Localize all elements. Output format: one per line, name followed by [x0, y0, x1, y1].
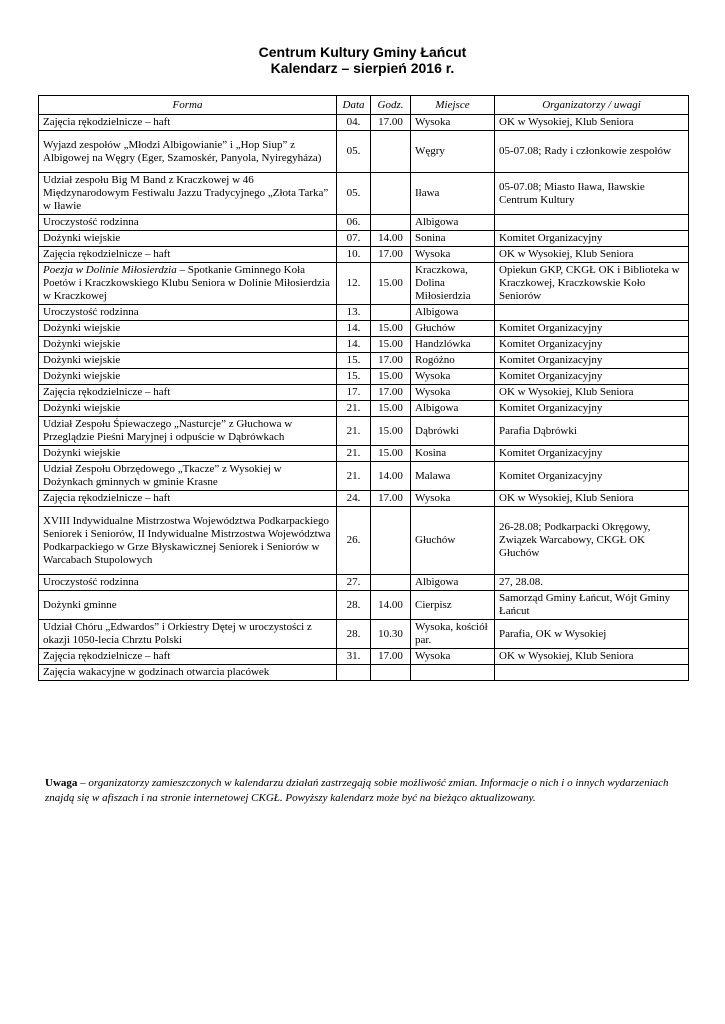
cell-forma: Dożynki wiejskie	[39, 353, 337, 369]
table-row	[39, 263, 689, 305]
cell-data: 05.	[337, 131, 371, 173]
cell-forma: Zajęcia rękodzielnicze – haft	[39, 115, 337, 131]
title-line-1: Centrum Kultury Gminy Łańcut	[258, 44, 467, 60]
events-table	[38, 95, 689, 681]
table-row	[39, 353, 689, 369]
cell-data: 21.	[337, 462, 371, 491]
cell-miejsce: Iława	[411, 173, 495, 215]
page-title	[0, 44, 725, 76]
cell-forma: Udział Chóru „Edwardos” i Orkiestry Dętej w uroczystości z okazji 1050-lecia Chrztu Polski	[39, 620, 337, 649]
cell-organizatorzy: Komitet Organizacyjny	[495, 337, 689, 353]
table-row	[39, 575, 689, 591]
cell-godz: 15.00	[371, 369, 411, 385]
cell-godz: 17.00	[371, 247, 411, 263]
cell-miejsce: Wysoka	[411, 385, 495, 401]
cell-godz	[371, 665, 411, 681]
cell-miejsce: Sonina	[411, 231, 495, 247]
cell-organizatorzy	[495, 665, 689, 681]
cell-forma: Dożynki wiejskie	[39, 401, 337, 417]
cell-data: 10.	[337, 247, 371, 263]
cell-organizatorzy: Komitet Organizacyjny	[495, 462, 689, 491]
cell-miejsce	[411, 665, 495, 681]
cell-organizatorzy: OK w Wysokiej, Klub Seniora	[495, 385, 689, 401]
cell-miejsce: Cierpisz	[411, 591, 495, 620]
cell-godz: 15.00	[371, 401, 411, 417]
cell-miejsce: Dąbrówki	[411, 417, 495, 446]
cell-data: 28.	[337, 620, 371, 649]
table-row	[39, 591, 689, 620]
cell-godz: 15.00	[371, 417, 411, 446]
cell-miejsce: Wysoka	[411, 491, 495, 507]
cell-miejsce: Wysoka	[411, 247, 495, 263]
cell-forma: Zajęcia rękodzielnicze – haft	[39, 491, 337, 507]
cell-organizatorzy: Komitet Organizacyjny	[495, 446, 689, 462]
column-header-data: Data	[337, 96, 371, 115]
table-row	[39, 115, 689, 131]
cell-godz: 14.00	[371, 591, 411, 620]
cell-forma-emphasis: Poezja w Dolinie Miłosierdzia	[43, 264, 177, 276]
cell-godz: 15.00	[371, 337, 411, 353]
table-row	[39, 385, 689, 401]
cell-miejsce: Albigowa	[411, 305, 495, 321]
footnote-text: – organizatorzy zamieszczonych w kalendarzu działań zastrzegają sobie możliwość zmian. Informacje o nich i o innych wydarzeniach znajdą się w afiszach i na stronie internetowej CKGŁ. Powyższy kalendarz może być na bieżąco aktualizowany.	[45, 777, 669, 804]
cell-forma: Udział Zespołu Obrzędowego „Tkacze” z Wysokiej w Dożynkach gminnych w gminie Krasne	[39, 462, 337, 491]
table-row	[39, 305, 689, 321]
cell-godz	[371, 575, 411, 591]
cell-godz: 15.00	[371, 263, 411, 305]
cell-forma: Dożynki wiejskie	[39, 231, 337, 247]
cell-organizatorzy: Komitet Organizacyjny	[495, 353, 689, 369]
cell-godz: 17.00	[371, 649, 411, 665]
table-row	[39, 215, 689, 231]
cell-data: 14.	[337, 337, 371, 353]
column-header-godz: Godz.	[371, 96, 411, 115]
cell-miejsce: Węgry	[411, 131, 495, 173]
cell-forma: Uroczystość rodzinna	[39, 575, 337, 591]
cell-miejsce: Albigowa	[411, 401, 495, 417]
cell-miejsce: Handzlówka	[411, 337, 495, 353]
cell-forma: Uroczystość rodzinna	[39, 215, 337, 231]
cell-forma: Dożynki wiejskie	[39, 321, 337, 337]
cell-godz	[371, 507, 411, 575]
column-header-forma: Forma	[39, 96, 337, 115]
table-header-row	[39, 96, 689, 115]
cell-organizatorzy: Samorząd Gminy Łańcut, Wójt Gminy Łańcut	[495, 591, 689, 620]
table-row	[39, 491, 689, 507]
cell-data: 21.	[337, 446, 371, 462]
cell-organizatorzy: Parafia, OK w Wysokiej	[495, 620, 689, 649]
cell-godz	[371, 173, 411, 215]
cell-organizatorzy: OK w Wysokiej, Klub Seniora	[495, 491, 689, 507]
cell-godz: 17.00	[371, 353, 411, 369]
cell-miejsce: Wysoka, kościół par.	[411, 620, 495, 649]
footnote	[45, 776, 675, 806]
title-line-2: Kalendarz – sierpień 2016 r.	[270, 60, 455, 76]
cell-data: 06.	[337, 215, 371, 231]
cell-forma: Zajęcia rękodzielnicze – haft	[39, 649, 337, 665]
cell-godz: 17.00	[371, 115, 411, 131]
table-row	[39, 131, 689, 173]
cell-miejsce: Wysoka	[411, 649, 495, 665]
cell-data: 21.	[337, 401, 371, 417]
cell-miejsce: Malawa	[411, 462, 495, 491]
cell-organizatorzy: OK w Wysokiej, Klub Seniora	[495, 247, 689, 263]
cell-godz: 15.00	[371, 321, 411, 337]
table-row	[39, 665, 689, 681]
cell-data: 13.	[337, 305, 371, 321]
cell-godz: 15.00	[371, 446, 411, 462]
table-row	[39, 369, 689, 385]
cell-organizatorzy: Komitet Organizacyjny	[495, 321, 689, 337]
cell-godz	[371, 305, 411, 321]
cell-data: 27.	[337, 575, 371, 591]
cell-data: 15.	[337, 369, 371, 385]
cell-organizatorzy: Komitet Organizacyjny	[495, 401, 689, 417]
cell-data: 26.	[337, 507, 371, 575]
cell-forma: Uroczystość rodzinna	[39, 305, 337, 321]
table-row	[39, 507, 689, 575]
cell-organizatorzy: OK w Wysokiej, Klub Seniora	[495, 115, 689, 131]
table-row	[39, 417, 689, 446]
table-body	[39, 115, 689, 681]
table-row	[39, 649, 689, 665]
cell-miejsce: Głuchów	[411, 321, 495, 337]
cell-miejsce: Wysoka	[411, 115, 495, 131]
cell-data: 04.	[337, 115, 371, 131]
cell-organizatorzy: Komitet Organizacyjny	[495, 369, 689, 385]
cell-data: 21.	[337, 417, 371, 446]
cell-data: 17.	[337, 385, 371, 401]
cell-miejsce: Kraczkowa, Dolina Miłosierdzia	[411, 263, 495, 305]
cell-forma: Zajęcia rękodzielnicze – haft	[39, 247, 337, 263]
cell-miejsce: Wysoka	[411, 369, 495, 385]
cell-forma: Wyjazd zespołów „Młodzi Albigowianie” i „Hop Siup” z Albigowej na Węgry (Eger, Szamoskér, Panyola, Nyiregyháza)	[39, 131, 337, 173]
cell-organizatorzy	[495, 305, 689, 321]
cell-data: 14.	[337, 321, 371, 337]
cell-data: 12.	[337, 263, 371, 305]
table-row	[39, 446, 689, 462]
cell-forma: XVIII Indywidualne Mistrzostwa Województwa Podkarpackiego Seniorek i Seniorów, II Indywidualne Mistrzostwa Województwa Podkarpackiego w Grze Błyskawicznej Seniorek i Seniorów w Warcabach Stupolowych	[39, 507, 337, 575]
cell-organizatorzy: OK w Wysokiej, Klub Seniora	[495, 649, 689, 665]
cell-organizatorzy: 26-28.08; Podkarpacki Okręgowy, Związek Warcabowy, CKGŁ OK Głuchów	[495, 507, 689, 575]
cell-data	[337, 665, 371, 681]
footnote-label: Uwaga	[45, 777, 78, 789]
cell-forma	[39, 263, 337, 305]
cell-data: 24.	[337, 491, 371, 507]
cell-data: 07.	[337, 231, 371, 247]
cell-forma: Zajęcia wakacyjne w godzinach otwarcia placówek	[39, 665, 337, 681]
cell-forma-text: – Spotkanie Gminnego Koła Poetów i Kraczkowskiego Klubu Seniora w Dolinie Miłosierdzia w Kraczkowej	[43, 264, 330, 302]
cell-miejsce: Kosina	[411, 446, 495, 462]
cell-organizatorzy: 05-07.08; Miasto Iława, Iławskie Centrum Kultury	[495, 173, 689, 215]
column-header-organizatorzy: Organizatorzy / uwagi	[495, 96, 689, 115]
cell-organizatorzy: Komitet Organizacyjny	[495, 231, 689, 247]
cell-godz: 14.00	[371, 462, 411, 491]
cell-forma: Dożynki gminne	[39, 591, 337, 620]
table-row	[39, 247, 689, 263]
cell-forma: Dożynki wiejskie	[39, 446, 337, 462]
table-row	[39, 401, 689, 417]
cell-godz	[371, 131, 411, 173]
cell-organizatorzy: Parafia Dąbrówki	[495, 417, 689, 446]
table-row	[39, 173, 689, 215]
cell-godz: 17.00	[371, 385, 411, 401]
cell-godz	[371, 215, 411, 231]
cell-miejsce: Rogóżno	[411, 353, 495, 369]
cell-data: 28.	[337, 591, 371, 620]
column-header-miejsce: Miejsce	[411, 96, 495, 115]
table-row	[39, 620, 689, 649]
cell-organizatorzy: Opiekun GKP, CKGŁ OK i Biblioteka w Kraczkowej, Kraczkowskie Koło Seniorów	[495, 263, 689, 305]
cell-forma: Udział zespołu Big M Band z Kraczkowej w 46 Międzynarodowym Festiwalu Jazzu Tradycyjnego „Złota Tarka” w Iławie	[39, 173, 337, 215]
cell-organizatorzy: 05-07.08; Rady i członkowie zespołów	[495, 131, 689, 173]
table-row	[39, 462, 689, 491]
cell-organizatorzy	[495, 215, 689, 231]
cell-forma: Udział Zespołu Śpiewaczego „Nasturcje” z Głuchowa w Przeglądzie Pieśni Maryjnej i odpuście w Dąbrówkach	[39, 417, 337, 446]
cell-godz: 17.00	[371, 491, 411, 507]
cell-forma: Dożynki wiejskie	[39, 337, 337, 353]
table-row	[39, 337, 689, 353]
table-row	[39, 321, 689, 337]
cell-data: 15.	[337, 353, 371, 369]
cell-data: 05.	[337, 173, 371, 215]
cell-miejsce: Albigowa	[411, 215, 495, 231]
cell-miejsce: Głuchów	[411, 507, 495, 575]
cell-godz: 10.30	[371, 620, 411, 649]
cell-miejsce: Albigowa	[411, 575, 495, 591]
cell-data: 31.	[337, 649, 371, 665]
cell-forma: Dożynki wiejskie	[39, 369, 337, 385]
cell-organizatorzy: 27, 28.08.	[495, 575, 689, 591]
cell-godz: 14.00	[371, 231, 411, 247]
cell-forma: Zajęcia rękodzielnicze – haft	[39, 385, 337, 401]
table-row	[39, 231, 689, 247]
